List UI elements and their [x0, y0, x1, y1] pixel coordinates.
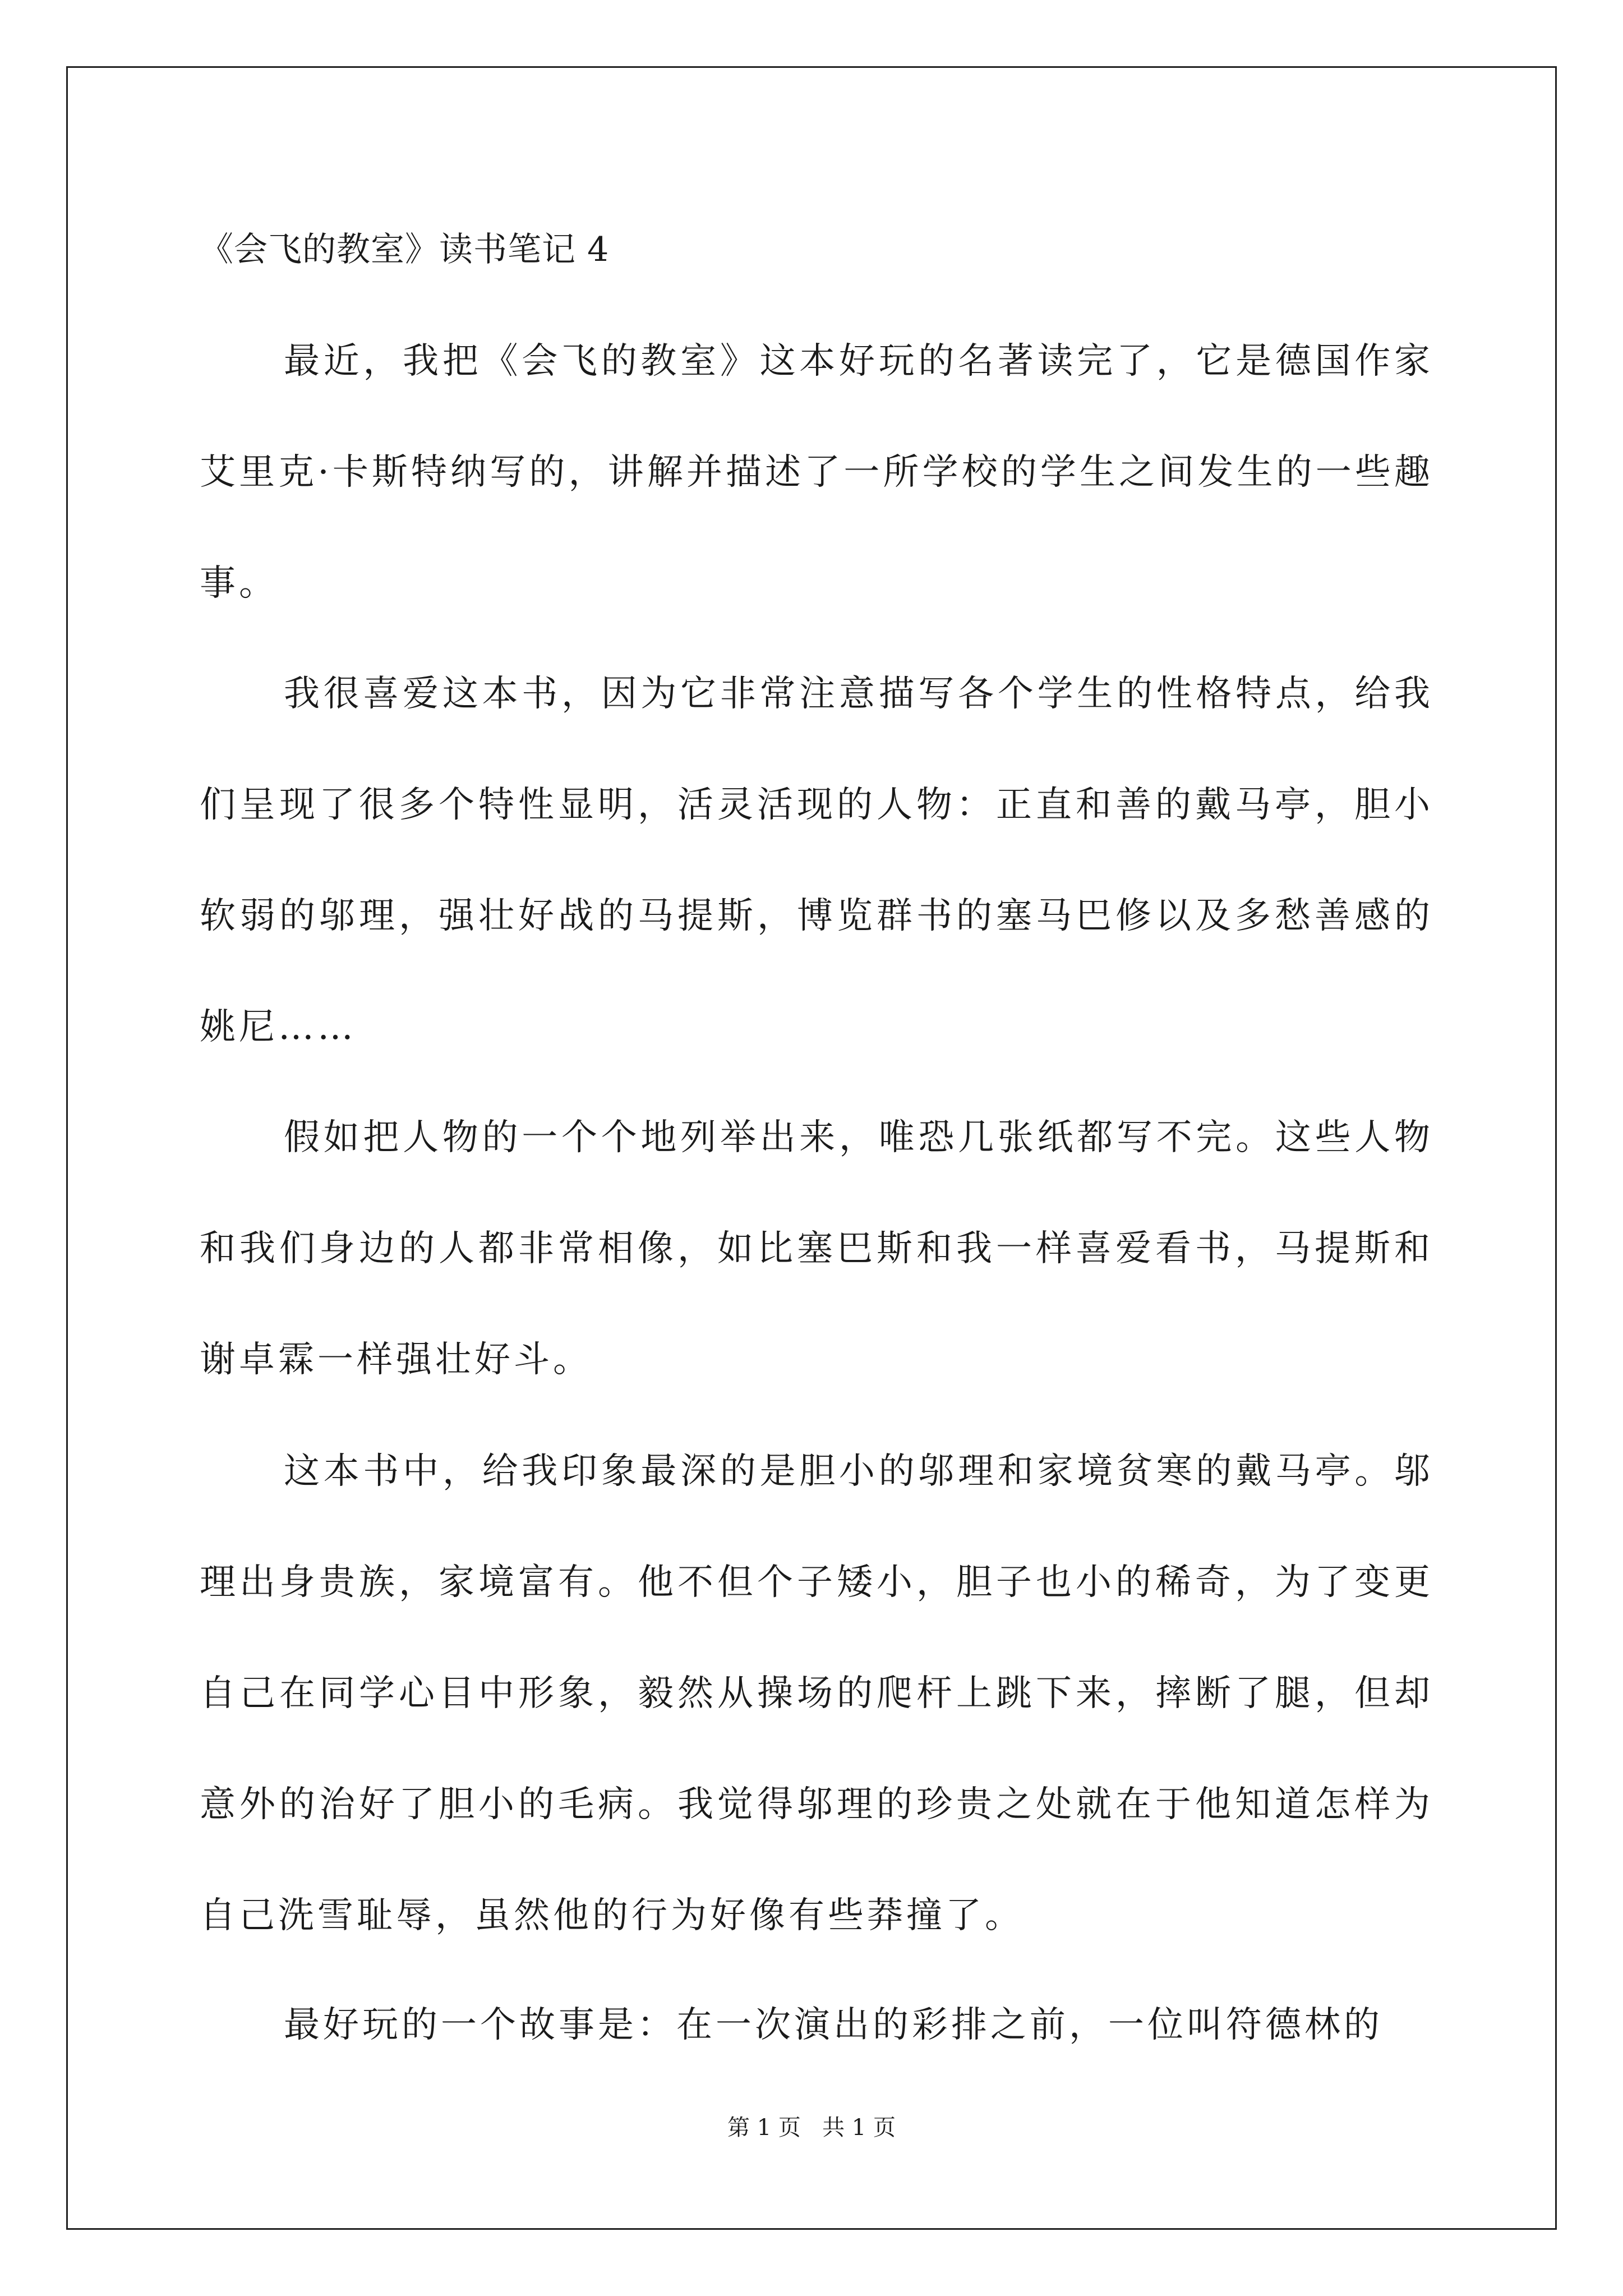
paragraph-3: 假如把人物的一个个地列举出来，唯恐几张纸都写不完。这些人物和我们身边的人都非常相像，如比塞巴斯和我一样喜爱看书，马提斯和谢卓霖一样强壮好斗。	[200, 1117, 1433, 1381]
paragraph-2: 我很喜爱这本书，因为它非常注意描写各个学生的性格特点，给我们呈现了很多个特性显明，活灵活现的人物：正直和善的戴马亭，胆小软弱的邬理，强壮好战的马提斯，博览群书的塞马巴修以及多愁善感的姚尼……	[200, 673, 1433, 1048]
document-title: 《会飞的教室》读书笔记 4	[200, 230, 610, 269]
page-number-footer: 第 1 页 共 1 页	[727, 2115, 896, 2141]
paragraph-1: 最近，我把《会飞的教室》这本好玩的名著读完了，它是德国作家艾里克·卡斯特纳写的，讲解并描述了一所学校的学生之间发生的一些趣事。	[200, 341, 1433, 604]
paragraph-5: 最好玩的一个故事是：在一次演出的彩排之前，一位叫符德林的	[284, 2004, 1383, 2046]
paragraph-4: 这本书中，给我印象最深的是胆小的邬理和家境贫寒的戴马亭。邬理出身贵族，家境富有。他不但个子矮小，胆子也小的稀奇，为了变更自己在同学心目中形象，毅然从操场的爬杆上跳下来，摔断了腿，但却意外的治好了胆小的毛病。我觉得邬理的珍贵之处就在于他知道怎样为自己洗雪耻辱，虽然他的行为好像有些莽撞了。	[200, 1451, 1433, 1936]
